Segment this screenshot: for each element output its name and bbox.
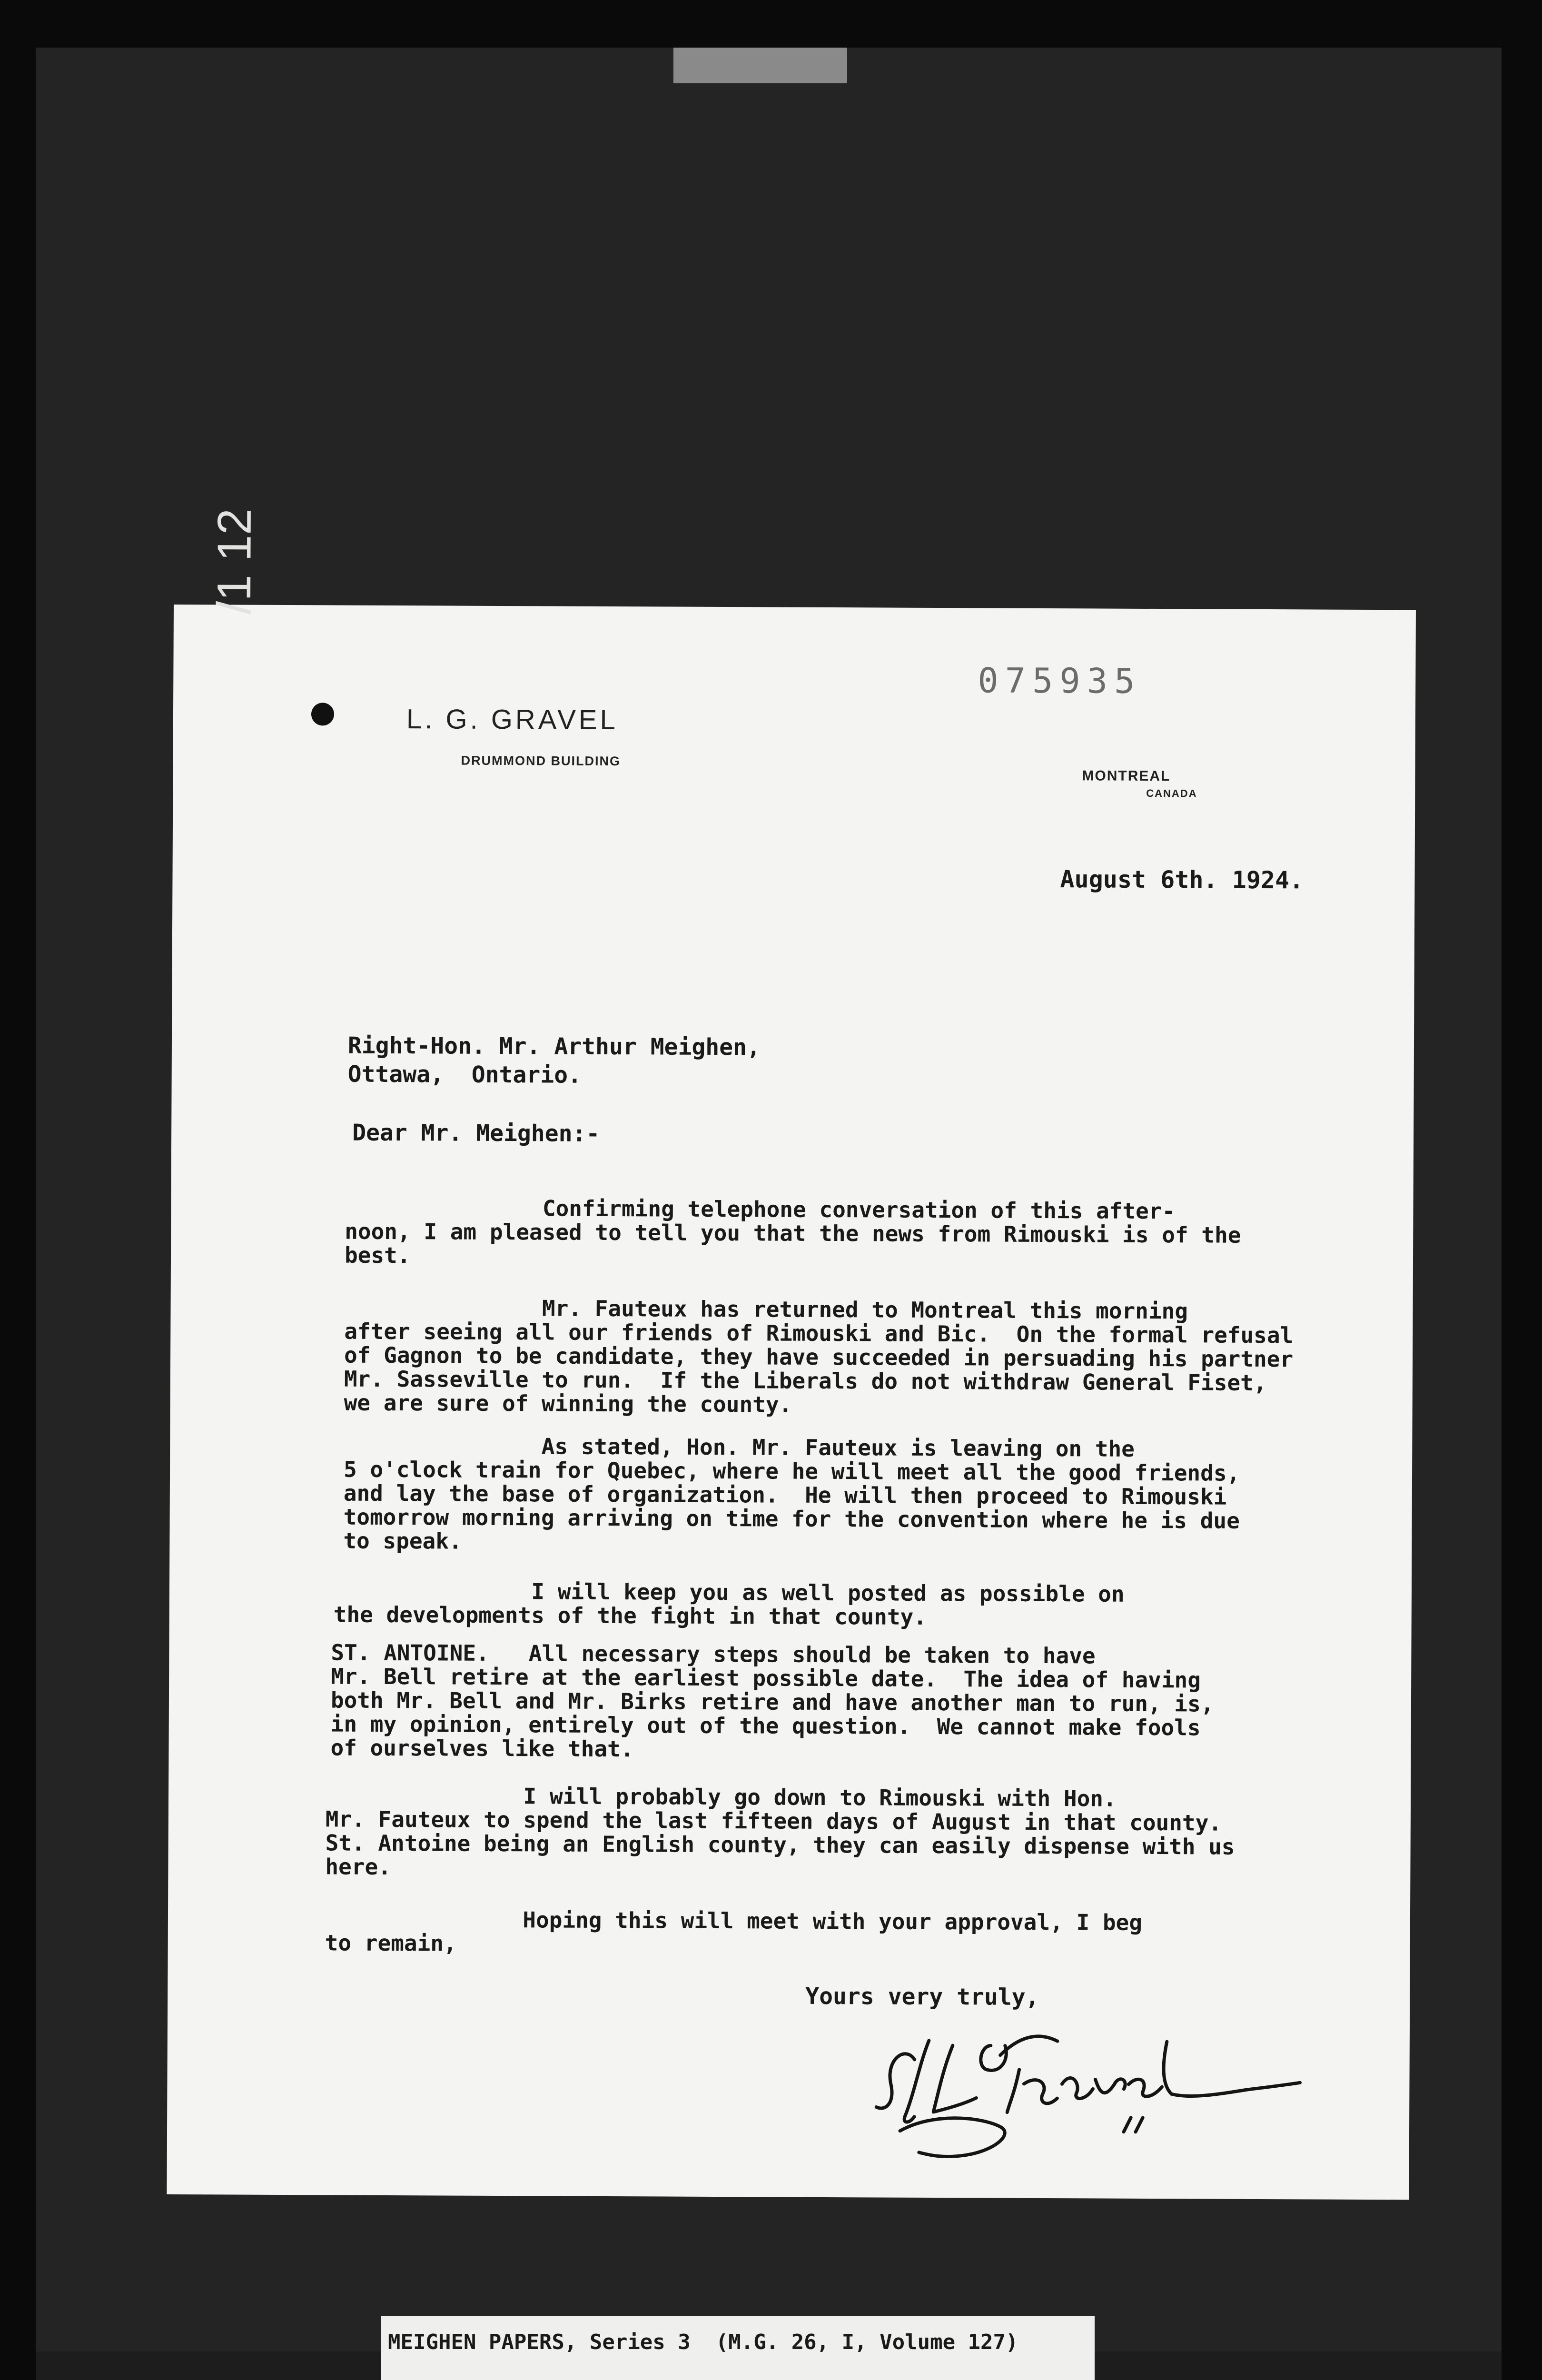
letter-page xyxy=(167,508,1416,2200)
letter-date: August 6th. 1924. xyxy=(1060,865,1304,894)
paragraph-keep-posted: I will keep you as well posted as possible on the developments of the fight in that county. xyxy=(333,1577,1125,1630)
letterhead-country: CANADA xyxy=(1146,787,1197,800)
faint-handwritten-mark: /1 12 xyxy=(207,508,261,615)
salutation: Dear Mr. Meighen:- xyxy=(352,1119,600,1147)
handwritten-signature xyxy=(857,1988,1315,2171)
document-reference-number: 075935 xyxy=(978,660,1142,701)
addressee-block: Right-Hon. Mr. Arthur Meighen, Ottawa, Ontario. xyxy=(347,1032,761,1089)
series-label xyxy=(381,2316,1095,2380)
paragraph-st-antoine: ST. ANTOINE. All necessary steps should be taken to have Mr. Bell retire at the earliest possible date. The idea of having both Mr. Bell and Mr. Birks retire and have another man to run, is, in my opinion, entirely out of the question. We cannot make fools of ourselves like that. xyxy=(330,1639,1214,1762)
series-text: MEIGHEN PAPERS, Series 3 (M.G. 26, I, Volume 127) xyxy=(388,2330,1018,2354)
letterhead-city: MONTREAL xyxy=(1082,768,1171,784)
letterhead-building: DRUMMOND BUILDING xyxy=(461,753,621,769)
letterhead-name: L. G. GRAVEL xyxy=(406,704,618,736)
hole-punch xyxy=(311,703,334,725)
paragraph-fauteux-return: Mr. Fauteux has returned to Montreal this morning after seeing all our friends of Rimouski and Bic. On the formal refusal of Gagnon to be candidate, they have succeeded in persuading his partner Mr. Sasseville to run. If the Liberals do not withdraw General Fiset, we are sure of winning the county. xyxy=(344,1294,1294,1418)
paragraph-rimouski-trip: I will probably go down to Rimouski with Hon. Mr. Fauteux to spend the last fifteen days of August in that county. St. Antoine being an English county, they can easily dispense with us here. xyxy=(325,1782,1235,1880)
paragraph-quebec-train: As stated, Hon. Mr. Fauteux is leaving on the 5 o'clock train for Quebec, where he will meet all the good friends, and lay the base of organization. He will then proceed to Rimouski tomorrow morning arriving on time for the convention where he is due to speak. xyxy=(343,1432,1240,1554)
film-top-tab xyxy=(673,48,847,83)
closing-line: Yours very truly, xyxy=(805,1983,1039,2011)
paragraph-telephone-confirmation: Confirming telephone conversation of this after- noon, I am pleased to tell you that the news from Rimouski is of the best. xyxy=(344,1194,1241,1269)
paragraph-closing-remarks: Hoping this will meet with your approval, I beg to remain, xyxy=(325,1906,1143,1956)
